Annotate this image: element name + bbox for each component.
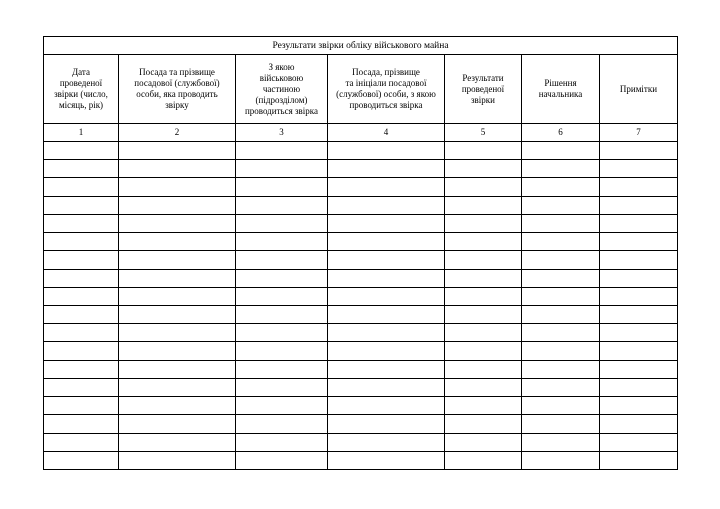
table-cell — [328, 251, 445, 269]
table-cell — [119, 415, 236, 433]
column-header-checker-position: Посада та прізвище посадової (службової) особи, яка проводить звірку — [119, 55, 236, 124]
column-number-5: 5 — [445, 124, 522, 142]
table-cell — [44, 397, 119, 415]
table-cell — [328, 342, 445, 360]
column-header-notes: Примітки — [600, 55, 678, 124]
table-row — [44, 324, 678, 342]
table-cell — [236, 397, 328, 415]
table-row — [44, 415, 678, 433]
table-row — [44, 451, 678, 469]
table-cell — [236, 415, 328, 433]
column-header-military-unit: З якою військовою частиною (підрозділом) проводиться звірка — [236, 55, 328, 124]
table-cell — [445, 251, 522, 269]
table-cell — [236, 342, 328, 360]
table-cell — [328, 305, 445, 323]
table-cell — [236, 378, 328, 396]
table-cell — [119, 196, 236, 214]
table-cell — [522, 360, 600, 378]
table-cell — [236, 287, 328, 305]
column-header-commander-decision: Рішення начальника — [522, 55, 600, 124]
table-cell — [522, 305, 600, 323]
column-number-4: 4 — [328, 124, 445, 142]
table-cell — [445, 196, 522, 214]
register-sheet — [43, 36, 677, 470]
table-cell — [600, 287, 678, 305]
table-cell — [600, 305, 678, 323]
table-cell — [236, 433, 328, 451]
table-row — [44, 178, 678, 196]
table-cell — [328, 214, 445, 232]
table-cell — [44, 251, 119, 269]
table-row — [44, 433, 678, 451]
table-cell — [44, 269, 119, 287]
table-cell — [44, 214, 119, 232]
table-row — [44, 269, 678, 287]
table-cell — [600, 415, 678, 433]
table-cell — [236, 360, 328, 378]
table-cell — [236, 305, 328, 323]
table-cell — [236, 233, 328, 251]
table-cell — [445, 324, 522, 342]
column-header-results: Результати проведеної звірки — [445, 55, 522, 124]
table-cell — [119, 360, 236, 378]
table-cell — [445, 178, 522, 196]
table-row — [44, 378, 678, 396]
table-cell — [44, 142, 119, 160]
table-cell — [44, 378, 119, 396]
table-row — [44, 287, 678, 305]
table-title-row — [44, 37, 678, 55]
table-cell — [119, 269, 236, 287]
table-cell — [522, 378, 600, 396]
table-cell — [522, 397, 600, 415]
table-cell — [600, 360, 678, 378]
table-cell — [522, 160, 600, 178]
table-cell — [328, 178, 445, 196]
table-cell — [328, 287, 445, 305]
table-cell — [328, 378, 445, 396]
column-number-1: 1 — [44, 124, 119, 142]
table-cell — [522, 251, 600, 269]
table-body — [44, 142, 678, 470]
table-cell — [522, 233, 600, 251]
column-header-row — [44, 55, 678, 124]
table-cell — [522, 415, 600, 433]
table-cell — [600, 196, 678, 214]
column-header-date: Дата проведеної звірки (число, місяць, рік) — [44, 55, 119, 124]
table-cell — [44, 433, 119, 451]
table-title: Результати звірки обліку військового майна — [44, 37, 678, 55]
table-cell — [445, 415, 522, 433]
table-cell — [236, 269, 328, 287]
table-cell — [119, 142, 236, 160]
table-cell — [119, 233, 236, 251]
table-cell — [522, 287, 600, 305]
table-cell — [119, 378, 236, 396]
table-cell — [600, 142, 678, 160]
column-number-7: 7 — [600, 124, 678, 142]
table-cell — [522, 433, 600, 451]
table-cell — [44, 305, 119, 323]
table-cell — [236, 214, 328, 232]
table-cell — [328, 196, 445, 214]
column-number-3: 3 — [236, 124, 328, 142]
table-cell — [328, 269, 445, 287]
table-cell — [522, 451, 600, 469]
table-cell — [445, 287, 522, 305]
table-cell — [445, 342, 522, 360]
table-cell — [44, 360, 119, 378]
table-cell — [236, 324, 328, 342]
table-cell — [119, 324, 236, 342]
table-cell — [328, 415, 445, 433]
table-cell — [600, 178, 678, 196]
table-cell — [44, 451, 119, 469]
table-cell — [236, 196, 328, 214]
table-cell — [445, 269, 522, 287]
table-cell — [600, 214, 678, 232]
table-cell — [600, 233, 678, 251]
table-row — [44, 342, 678, 360]
table-cell — [600, 378, 678, 396]
table-cell — [600, 324, 678, 342]
reconciliation-results-table — [43, 36, 678, 470]
table-cell — [445, 233, 522, 251]
column-header-counterpart-position: Посада, прізвище та ініціали посадової (службової) особи, з якою проводиться звірка — [328, 55, 445, 124]
table-cell — [119, 287, 236, 305]
table-cell — [44, 342, 119, 360]
table-cell — [328, 360, 445, 378]
table-cell — [44, 287, 119, 305]
table-row — [44, 360, 678, 378]
table-row — [44, 397, 678, 415]
table-row — [44, 233, 678, 251]
table-cell — [522, 342, 600, 360]
column-number-6: 6 — [522, 124, 600, 142]
table-cell — [236, 251, 328, 269]
table-cell — [600, 251, 678, 269]
table-cell — [522, 214, 600, 232]
table-row — [44, 196, 678, 214]
table-cell — [119, 451, 236, 469]
table-cell — [445, 378, 522, 396]
table-cell — [445, 397, 522, 415]
table-cell — [522, 142, 600, 160]
table-cell — [328, 142, 445, 160]
table-cell — [328, 451, 445, 469]
table-cell — [328, 397, 445, 415]
table-cell — [119, 160, 236, 178]
table-cell — [600, 269, 678, 287]
table-cell — [44, 160, 119, 178]
table-cell — [236, 178, 328, 196]
table-row — [44, 305, 678, 323]
table-cell — [119, 342, 236, 360]
table-cell — [119, 214, 236, 232]
table-cell — [600, 451, 678, 469]
table-cell — [119, 305, 236, 323]
table-cell — [119, 251, 236, 269]
table-cell — [328, 324, 445, 342]
table-cell — [119, 178, 236, 196]
table-cell — [445, 160, 522, 178]
table-cell — [600, 160, 678, 178]
table-row — [44, 160, 678, 178]
table-cell — [328, 160, 445, 178]
table-row — [44, 214, 678, 232]
table-cell — [445, 142, 522, 160]
table-cell — [445, 305, 522, 323]
table-cell — [600, 433, 678, 451]
table-cell — [236, 142, 328, 160]
table-row — [44, 251, 678, 269]
table-cell — [445, 360, 522, 378]
table-cell — [119, 433, 236, 451]
table-cell — [445, 433, 522, 451]
table-cell — [44, 178, 119, 196]
table-cell — [119, 397, 236, 415]
table-row — [44, 142, 678, 160]
table-cell — [44, 324, 119, 342]
table-cell — [328, 433, 445, 451]
table-cell — [445, 451, 522, 469]
table-cell — [44, 233, 119, 251]
column-number-row — [44, 124, 678, 142]
table-cell — [445, 214, 522, 232]
table-cell — [522, 178, 600, 196]
table-cell — [44, 196, 119, 214]
column-number-2: 2 — [119, 124, 236, 142]
table-cell — [236, 160, 328, 178]
table-cell — [522, 269, 600, 287]
table-cell — [600, 397, 678, 415]
table-cell — [522, 196, 600, 214]
table-cell — [328, 233, 445, 251]
table-cell — [44, 415, 119, 433]
table-cell — [600, 342, 678, 360]
table-cell — [522, 324, 600, 342]
table-cell — [236, 451, 328, 469]
